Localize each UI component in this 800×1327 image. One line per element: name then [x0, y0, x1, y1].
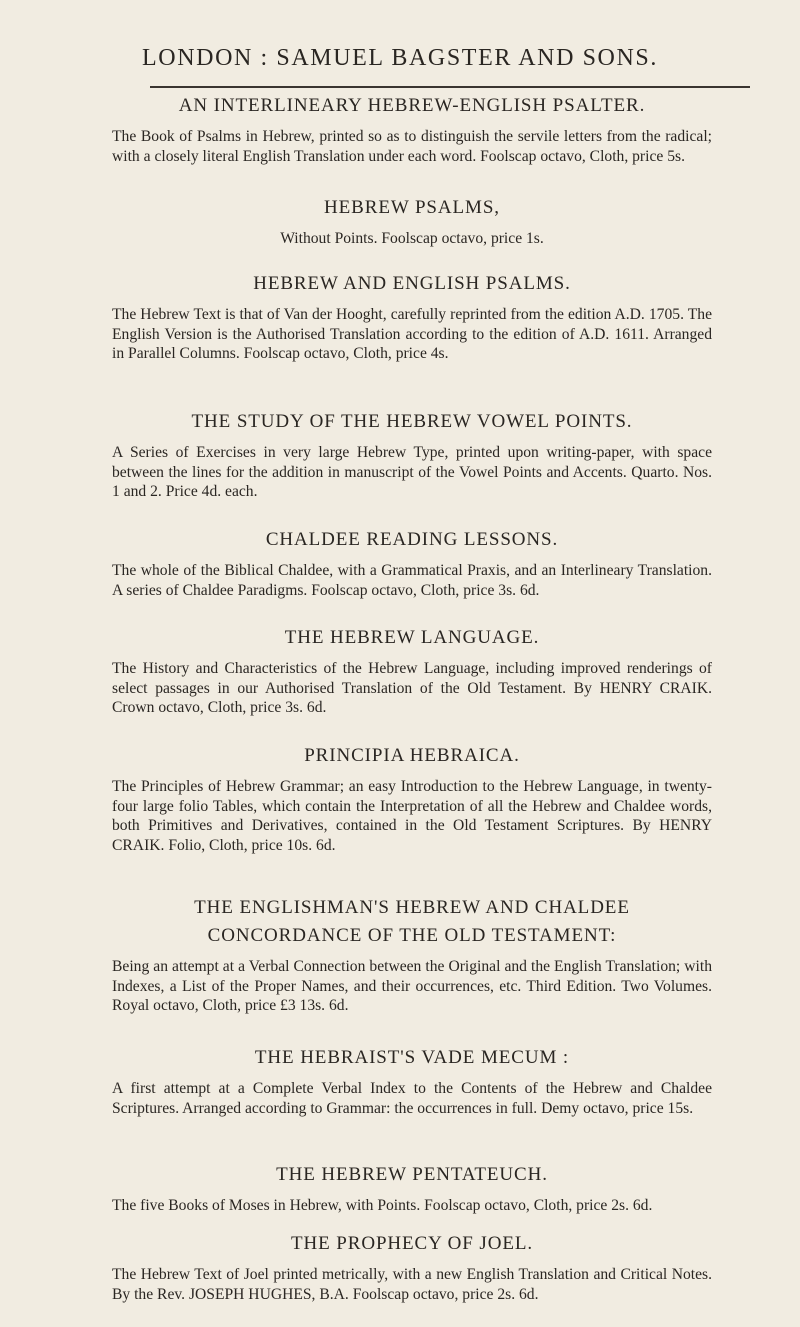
book-description: The History and Characteristics of the Hebrew Language, including improved renderings of select passages in our Authorised Translation of the Old Testament. By HENRY CRAIK. Crown octavo, Cloth, price 3s. 6d. [112, 660, 712, 717]
book-title: PRINCIPIA HEBRAICA. [304, 745, 520, 766]
book-title: THE STUDY OF THE HEBREW VOWEL POINTS. [191, 411, 633, 432]
book-entry [112, 1046, 712, 1118]
book-entry [112, 94, 712, 166]
book-title: AN INTERLINEARY HEBREW-ENGLISH PSALTER. [178, 95, 646, 116]
book-description: Without Points. Foolscap octavo, price 1s. [280, 230, 544, 247]
book-title: HEBREW PSALMS, [324, 197, 500, 218]
book-title: HEBREW AND ENGLISH PSALMS. [253, 273, 571, 294]
book-entry [112, 1232, 712, 1304]
book-description: The Principles of Hebrew Grammar; an easy Introduction to the Hebrew Language, in twenty-four large folio Tables, which contain the Interpretation of all the Hebrew and Chaldee words, both Primitives and Derivatives, contained in the Old Testament Scriptures. By HENRY CRAIK. Folio, Cloth, price 10s. 6d. [112, 778, 712, 854]
book-entry [112, 626, 712, 718]
book-description: A Series of Exercises in very large Hebrew Type, printed upon writing-paper, with space between the lines for the addition in manuscript of the Vowel Points and Accents. Quarto. Nos. 1 and 2. Price 4d. each. [112, 444, 712, 501]
book-description: Being an attempt at a Verbal Connection between the Original and the English Translation; with Indexes, a List of the Proper Names, and their occurrences, etc. Third Edition. Two Volumes. Royal octavo, Cloth, price £3 13s. 6d. [112, 958, 712, 1015]
book-title: THE HEBRAIST'S VADE MECUM : [254, 1047, 570, 1068]
book-entry [112, 744, 712, 855]
book-description: The Hebrew Text is that of Van der Hooght, carefully reprinted from the edition A.D. 1705. The English Version is the Authorised Translation according to the edition of A.D. 1611. Arranged in Parallel Columns. Foolscap octavo, Cloth, price 4s. [112, 306, 712, 363]
book-title: THE HEBREW LANGUAGE. [284, 627, 540, 648]
book-description: The Book of Psalms in Hebrew, printed so as to distinguish the servile letters from the radical; with a closely literal English Translation under each word. Foolscap octavo, Cloth, price 5s. [112, 128, 712, 165]
book-entry [112, 410, 712, 502]
book-title: THE PROPHECY OF JOEL. [291, 1233, 533, 1254]
book-description: The Hebrew Text of Joel printed metrically, with a new English Translation and Critical Notes. By the Rev. JOSEPH HUGHES, B.A. Foolscap octavo, price 2s. 6d. [112, 1266, 712, 1303]
book-entry [112, 196, 712, 249]
book-title: THE HEBREW PENTATEUCH. [276, 1164, 548, 1185]
book-entry [112, 272, 712, 364]
book-entry [112, 528, 712, 600]
book-description: The whole of the Biblical Chaldee, with a Grammatical Praxis, and an Interlineary Translation. A series of Chaldee Paradigms. Foolscap octavo, Cloth, price 3s. 6d. [112, 562, 712, 599]
book-title: THE ENGLISHMAN'S HEBREW AND CHALDEE [194, 897, 630, 918]
book-description: The five Books of Moses in Hebrew, with Points. Foolscap octavo, Cloth, price 2s. 6d. [112, 1197, 653, 1214]
publisher-header: LONDON : SAMUEL BAGSTER AND SONS. [142, 45, 658, 71]
book-description: A first attempt at a Complete Verbal Index to the Contents of the Hebrew and Chaldee Scriptures. Arranged according to Grammar: the occurrences in full. Demy octavo, price 15s. [112, 1080, 712, 1117]
book-title-continued: CONCORDANCE OF THE OLD TESTAMENT: [207, 925, 617, 946]
book-title: CHALDEE READING LESSONS. [265, 529, 559, 550]
book-entry [112, 896, 712, 1016]
book-entry [112, 1163, 712, 1216]
